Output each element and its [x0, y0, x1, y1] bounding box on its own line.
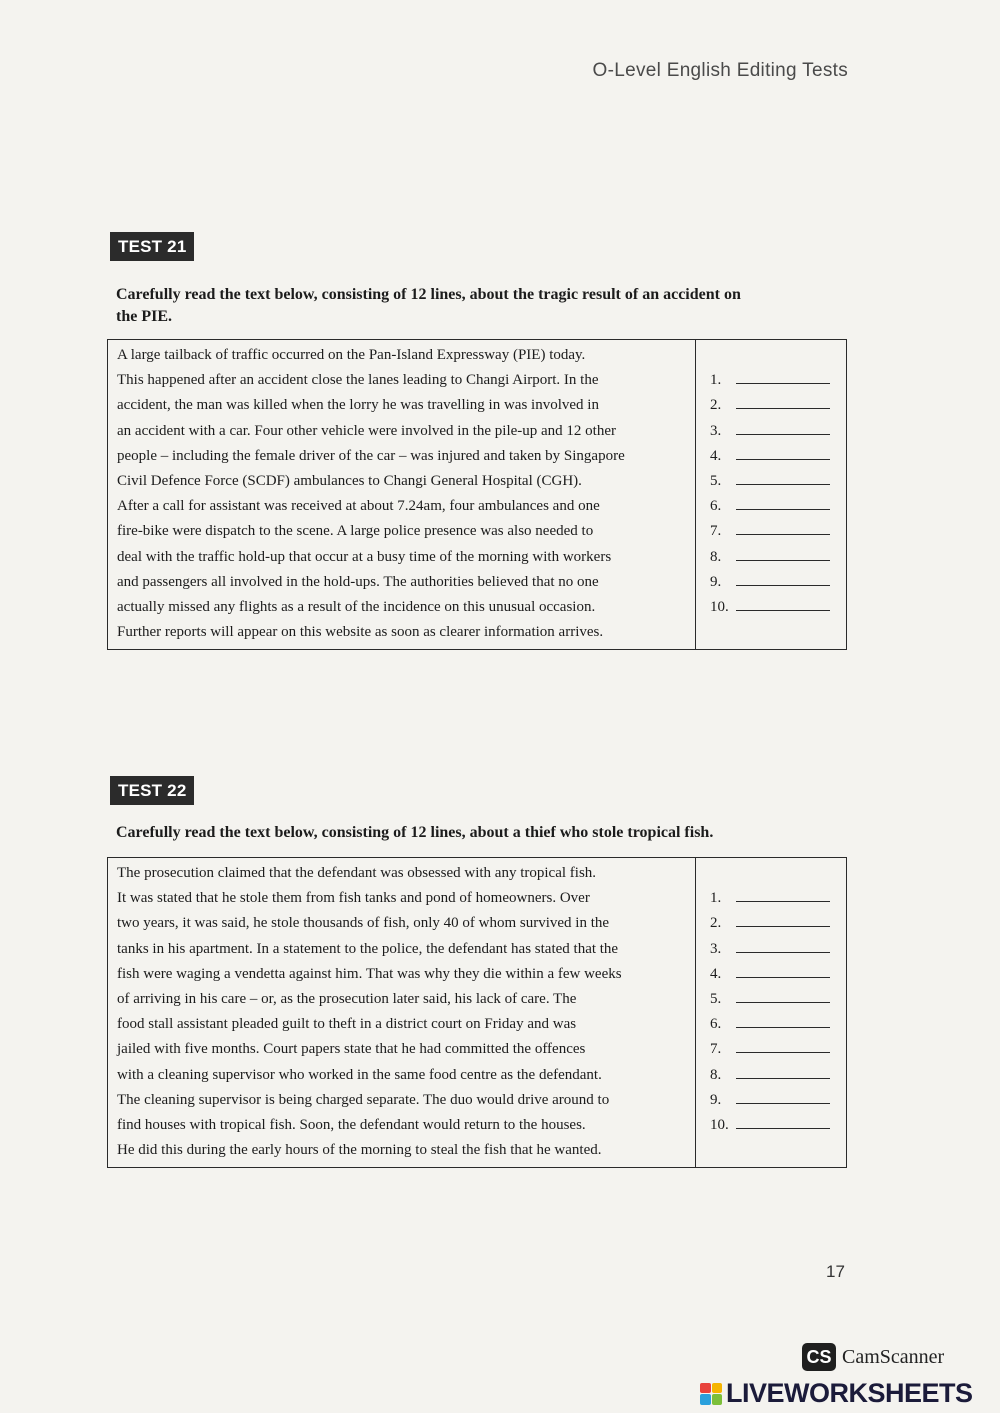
answer-number: 4. — [710, 447, 722, 464]
passage-line: He did this during the early hours of the morning to steal the fish that he wanted. — [117, 1142, 602, 1159]
answer-number: 5. — [710, 990, 722, 1007]
answer-number: 1. — [710, 890, 722, 907]
answer-row[interactable] — [710, 419, 846, 444]
liveworksheets-watermark — [700, 1378, 973, 1409]
answer-number: 9. — [710, 1091, 722, 1108]
answer-row[interactable] — [710, 962, 846, 987]
answer-number: 3. — [710, 422, 722, 439]
answer-number: 10. — [710, 598, 729, 615]
instruction-line: the PIE. — [116, 308, 172, 325]
test-21-answer-column — [696, 340, 846, 649]
camscanner-icon: CS — [802, 1343, 836, 1371]
answer-row[interactable] — [710, 886, 846, 911]
passage-line: After a call for assistant was received at about 7.24am, four ambulances and one — [117, 498, 600, 515]
passage-line: accident, the man was killed when the lorry he was travelling in was involved in — [117, 397, 599, 414]
passage-line: jailed with five months. Court papers state that he had committed the offences — [117, 1041, 586, 1058]
passage-line: find houses with tropical fish. Soon, the defendant would return to the houses. — [117, 1117, 586, 1134]
answer-blank[interactable] — [736, 1013, 830, 1028]
answer-number: 3. — [710, 940, 722, 957]
answer-blank[interactable] — [736, 887, 830, 902]
answer-number: 2. — [710, 915, 722, 932]
answer-blank[interactable] — [736, 1089, 830, 1104]
answer-blank[interactable] — [736, 571, 830, 586]
passage-line: food stall assistant pleaded guilt to theft in a district court on Friday and was — [117, 1016, 577, 1033]
answer-blank[interactable] — [736, 546, 830, 561]
answer-number: 2. — [710, 397, 722, 414]
passage-line: two years, it was said, he stole thousands of fish, only 40 of whom survived in the — [117, 915, 610, 932]
answer-blank[interactable] — [736, 912, 830, 927]
instruction-line: Carefully read the text below, consisting of 12 lines, about a thief who stole tropical fish. — [116, 824, 714, 841]
passage-line: and passengers all involved in the hold-ups. The authorities believed that no one — [117, 573, 599, 590]
answer-blank[interactable] — [736, 445, 830, 460]
answer-number: 4. — [710, 965, 722, 982]
camscanner-label: CamScanner — [842, 1345, 945, 1368]
liveworksheets-label: LIVEWORKSHEETS — [726, 1378, 973, 1408]
answer-number: 6. — [710, 498, 722, 515]
test-21-instruction — [116, 284, 836, 328]
passage-line: with a cleaning supervisor who worked in the same food centre as the defendant. — [117, 1066, 602, 1083]
test-22-answer-column — [696, 858, 846, 1167]
running-header: O-Level English Editing Tests — [592, 60, 848, 81]
answer-blank[interactable] — [736, 1114, 830, 1129]
answer-number: 7. — [710, 523, 722, 540]
passage-line: of arriving in his care – or, as the prosecution later said, his lack of care. The — [117, 991, 577, 1008]
answer-number: 8. — [710, 1066, 722, 1083]
answer-row[interactable] — [710, 545, 846, 570]
answer-row[interactable] — [710, 1037, 846, 1062]
answer-number: 6. — [710, 1016, 722, 1033]
test-21-exercise-box — [107, 339, 847, 650]
answer-blank[interactable] — [736, 988, 830, 1003]
answer-blank[interactable] — [736, 520, 830, 535]
answer-row[interactable] — [710, 1063, 846, 1088]
test-21-passage — [108, 340, 696, 649]
page-number: 17 — [826, 1262, 845, 1281]
answer-row[interactable] — [710, 911, 846, 936]
answer-row[interactable] — [710, 519, 846, 544]
answer-row[interactable] — [710, 1113, 846, 1138]
answer-row[interactable] — [710, 469, 846, 494]
passage-line: an accident with a car. Four other vehicle were involved in the pile-up and 12 other — [117, 422, 616, 439]
passage-line: It was stated that he stole them from fish tanks and pond of homeowners. Over — [117, 890, 590, 907]
answer-number: 7. — [710, 1041, 722, 1058]
answer-row[interactable] — [710, 1088, 846, 1113]
answer-row[interactable] — [710, 987, 846, 1012]
test-21-badge: TEST 21 — [110, 232, 194, 261]
passage-line: fish were waging a vendetta against him. That was why they die within a few weeks — [117, 965, 622, 982]
passage-line: people – including the female driver of the car – was injured and taken by Singapore — [117, 447, 625, 464]
answer-blank[interactable] — [736, 495, 830, 510]
answer-number: 1. — [710, 372, 722, 389]
passage-line: A large tailback of traffic occurred on the Pan-Island Expressway (PIE) today. — [117, 347, 586, 363]
answer-blank[interactable] — [736, 938, 830, 953]
answer-number: 10. — [710, 1116, 729, 1133]
test-22-exercise-box — [107, 857, 847, 1168]
answer-row[interactable] — [710, 570, 846, 595]
answer-row[interactable] — [710, 595, 846, 620]
answer-blank[interactable] — [736, 1064, 830, 1079]
passage-line: Civil Defence Force (SCDF) ambulances to Changi General Hospital (CGH). — [117, 473, 582, 490]
passage-line: This happened after an accident close the lanes leading to Changi Airport. In the — [117, 372, 599, 389]
test-22-passage — [108, 858, 696, 1167]
instruction-line: Carefully read the text below, consisting of 12 lines, about the tragic result of an accident on — [116, 286, 741, 303]
answer-number: 9. — [710, 573, 722, 590]
answer-blank[interactable] — [736, 369, 830, 384]
passage-line: The prosecution claimed that the defendant was obsessed with any tropical fish. — [117, 865, 597, 881]
passage-line: fire-bike were dispatch to the scene. A large police presence was also needed to — [117, 523, 594, 540]
answer-blank[interactable] — [736, 470, 830, 485]
answer-row[interactable] — [710, 393, 846, 418]
answer-row[interactable] — [710, 937, 846, 962]
liveworksheets-icon — [700, 1383, 722, 1405]
camscanner-watermark — [802, 1343, 944, 1371]
answer-blank[interactable] — [736, 596, 830, 611]
passage-line: tanks in his apartment. In a statement to the police, the defendant has stated that the — [117, 940, 619, 957]
answer-row[interactable] — [710, 368, 846, 393]
passage-line: Further reports will appear on this website as soon as clearer information arrives. — [117, 624, 604, 641]
answer-row[interactable] — [710, 444, 846, 469]
answer-number: 5. — [710, 472, 722, 489]
passage-line: The cleaning supervisor is being charged separate. The duo would drive around to — [117, 1091, 610, 1108]
answer-blank[interactable] — [736, 394, 830, 409]
passage-line: deal with the traffic hold-up that occur at a busy time of the morning with workers — [117, 548, 612, 565]
answer-blank[interactable] — [736, 1038, 830, 1053]
answer-blank[interactable] — [736, 420, 830, 435]
test-22-badge: TEST 22 — [110, 776, 194, 805]
answer-row[interactable] — [710, 1012, 846, 1037]
test-22-instruction — [116, 822, 836, 844]
answer-blank[interactable] — [736, 963, 830, 978]
answer-number: 8. — [710, 548, 722, 565]
passage-line: actually missed any flights as a result of the incidence on this unusual occasion. — [117, 599, 596, 616]
answer-row[interactable] — [710, 494, 846, 519]
